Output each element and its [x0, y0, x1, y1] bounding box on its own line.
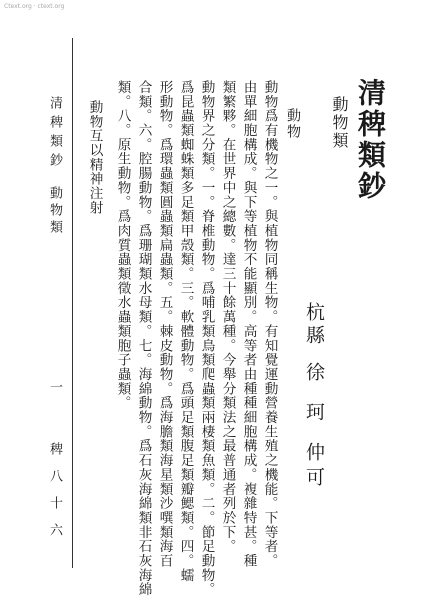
body-column-3: 類繁夥。在世界中之總數。達三十餘萬種。今舉分類法之最普通者列於下。 [219, 80, 236, 554]
body-column-8: 類。八。原生動物。爲肉質蟲類徵水蟲類胞子蟲類。 [114, 80, 131, 411]
margin-section-title: 動物類 [47, 186, 62, 237]
author-given-name: 珂 [303, 402, 325, 421]
body-column-5: 爲昆蟲類蜘蛛類多足類甲殼類。三。軟體動物。爲頭足類腹足類瓣鰓類。四。蠕 [177, 80, 194, 583]
body-column-6: 形動物。爲環蟲類圓蟲類扁蟲類。五。棘皮動物。爲海膽類海星類沙噀類海百 [156, 80, 173, 568]
watermark-text: Ctext.org · ctext.org [4, 3, 65, 10]
author-courtesy-name: 仲可 [303, 442, 325, 492]
margin-running-label: 稗八十六 [47, 442, 62, 550]
book-title: 清稗類鈔 [354, 78, 387, 202]
body-column-1: 動物爲有機物之一。與植物同稱生物。有知覺運動營養生殖之機能。下等者。 [261, 80, 278, 568]
margin-book-title: 清稗類鈔 [47, 96, 62, 172]
author-place: 杭縣 [303, 302, 325, 348]
entry-heading: 動物 [285, 108, 301, 140]
body-column-7: 合類。六。腔腸動物。爲珊瑚類水母類。七。海綿動物。爲石灰海綿類非石灰海綿 [135, 80, 152, 597]
author-surname: 徐 [303, 362, 325, 381]
margin-divider-line [72, 38, 73, 568]
margin-page-number: 一 [47, 380, 62, 393]
body-column-4: 動物界之分類。一。脊椎動物。爲哺乳類鳥類爬蟲類兩棲類魚類。二。節足動物。 [198, 80, 215, 597]
body-column-2: 由單細胞構成。與下等植物不能顯別。高等者由種種細胞構成。複雜特甚。種 [240, 80, 257, 568]
section-title: 動物類 [330, 96, 349, 150]
body-column-9: 動物互以精神注射 [86, 100, 103, 215]
